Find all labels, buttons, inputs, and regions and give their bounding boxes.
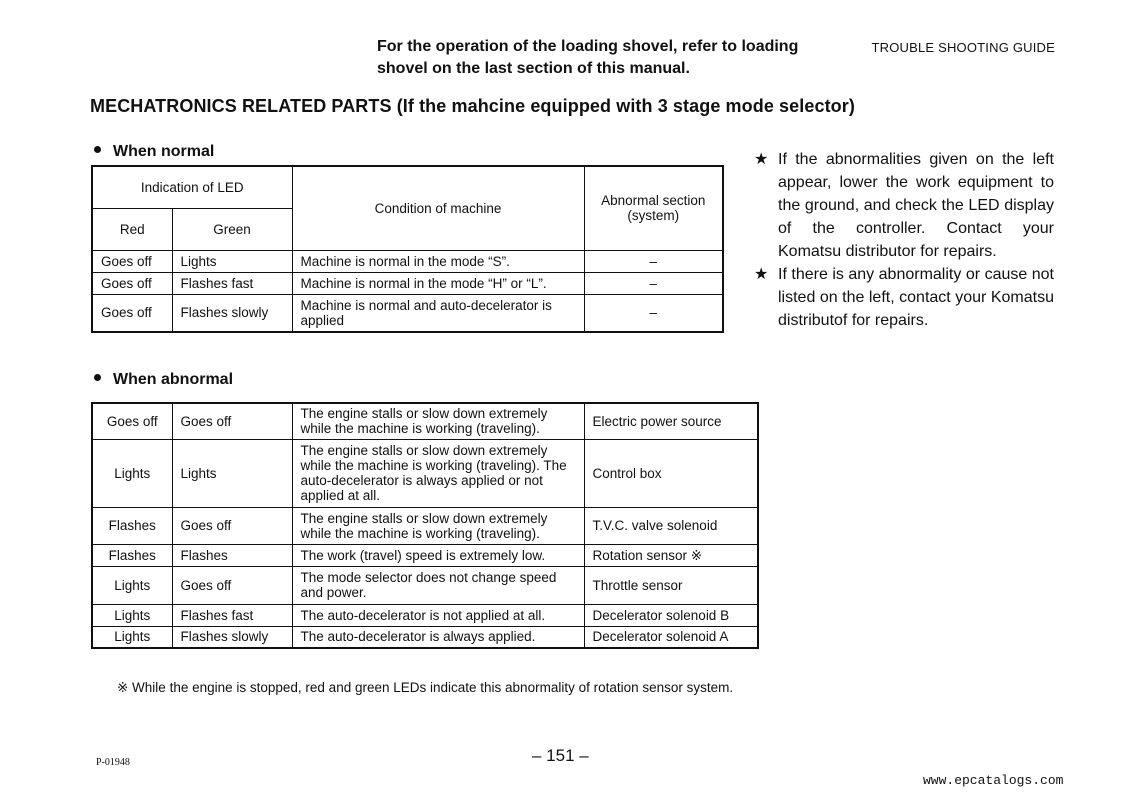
cell-condition: The auto-decelerator is always applied. bbox=[292, 626, 584, 648]
cell-condition: Machine is normal in the mode “S”. bbox=[292, 250, 584, 272]
cell-section: Electric power source bbox=[584, 403, 758, 439]
cell-red: Goes off bbox=[92, 250, 172, 272]
abnormal-table bbox=[91, 402, 759, 649]
cell-section: – bbox=[584, 272, 723, 294]
cell-green: Goes off bbox=[172, 403, 292, 439]
bullet-icon bbox=[94, 374, 101, 381]
cell-green: Flashes slowly bbox=[172, 294, 292, 332]
when-abnormal-heading bbox=[94, 371, 233, 389]
cell-condition: The auto-decelerator is not applied at all. bbox=[292, 604, 584, 626]
cell-green: Flashes slowly bbox=[172, 626, 292, 648]
cell-red: Flashes bbox=[92, 544, 172, 566]
cell-section: T.V.C. valve solenoid bbox=[584, 507, 758, 544]
cell-green: Lights bbox=[172, 439, 292, 507]
cell-green: Lights bbox=[172, 250, 292, 272]
cell-section: Decelerator solenoid B bbox=[584, 604, 758, 626]
header-abnormal-section: Abnormal section (system) bbox=[584, 166, 723, 250]
cell-green: Goes off bbox=[172, 566, 292, 604]
table-row bbox=[92, 544, 758, 566]
table-row bbox=[92, 294, 723, 332]
cell-condition: Machine is normal and auto-decelerator is applied bbox=[292, 294, 584, 332]
page-title: MECHATRONICS RELATED PARTS (If the mahcine equipped with 3 stage mode selector) bbox=[90, 96, 855, 116]
cell-section: Throttle sensor bbox=[584, 566, 758, 604]
cell-green: Flashes fast bbox=[172, 272, 292, 294]
when-normal-heading bbox=[94, 143, 214, 161]
cell-red: Lights bbox=[92, 604, 172, 626]
cell-red: Flashes bbox=[92, 507, 172, 544]
page-number: – 151 – bbox=[532, 746, 589, 765]
cell-section: Control box bbox=[584, 439, 758, 507]
document-code: P-01948 bbox=[96, 757, 130, 768]
right-notes bbox=[754, 148, 1054, 332]
cell-red: Lights bbox=[92, 566, 172, 604]
note-text: If the abnormalities given on the left appear, lower the work equipment to the ground, and check the LED display of the controller. Contact your Komatsu distributor for repairs. bbox=[778, 151, 1054, 260]
bullet-icon bbox=[94, 146, 101, 153]
header-red: Red bbox=[92, 208, 172, 250]
watermark-site: www.epcatalogs.com bbox=[923, 773, 1064, 788]
table-row bbox=[92, 272, 723, 294]
cell-red: Goes off bbox=[92, 294, 172, 332]
cell-green: Flashes bbox=[172, 544, 292, 566]
star-icon: ★ bbox=[754, 151, 769, 168]
cell-red: Lights bbox=[92, 439, 172, 507]
table-row bbox=[92, 626, 758, 648]
cell-condition: The engine stalls or slow down extremely while the machine is working (traveling). The auto-decelerator is always applied or not applied at all. bbox=[292, 439, 584, 507]
cell-section: – bbox=[584, 294, 723, 332]
cell-green: Flashes fast bbox=[172, 604, 292, 626]
when-normal-label: When normal bbox=[113, 143, 215, 160]
cell-condition: Machine is normal in the mode “H” or “L”. bbox=[292, 272, 584, 294]
cell-condition: The engine stalls or slow down extremely while the machine is working (traveling). bbox=[292, 507, 584, 544]
cell-red: Goes off bbox=[92, 403, 172, 439]
table-row bbox=[92, 403, 758, 439]
table-row bbox=[92, 604, 758, 626]
header-green: Green bbox=[172, 208, 292, 250]
note-text: If there is any abnormality or cause not listed on the left, contact your Komatsu distributof for repairs. bbox=[778, 266, 1054, 329]
cell-condition: The engine stalls or slow down extremely while the machine is working (traveling). bbox=[292, 403, 584, 439]
loading-shovel-note: For the operation of the loading shovel, refer to loading shovel on the last section of this manual. bbox=[377, 38, 799, 77]
table-row bbox=[92, 507, 758, 544]
cell-red: Goes off bbox=[92, 272, 172, 294]
header-condition: Condition of machine bbox=[292, 166, 584, 250]
cell-condition: The work (travel) speed is extremely low. bbox=[292, 544, 584, 566]
table-row bbox=[92, 250, 723, 272]
footnote: ※ While the engine is stopped, red and green LEDs indicate this abnormality of rotation sensor system. bbox=[117, 680, 734, 695]
table-row bbox=[92, 439, 758, 507]
note-item bbox=[754, 148, 1054, 263]
header-led-indication: Indication of LED bbox=[92, 166, 292, 208]
when-abnormal-label: When abnormal bbox=[113, 371, 234, 388]
cell-section: – bbox=[584, 250, 723, 272]
cell-section: Rotation sensor ※ bbox=[584, 544, 758, 566]
trouble-shooting-guide-label: TROUBLE SHOOTING GUIDE bbox=[871, 40, 1055, 55]
normal-table bbox=[91, 165, 724, 333]
cell-condition: The mode selector does not change speed and power. bbox=[292, 566, 584, 604]
cell-section: Decelerator solenoid A bbox=[584, 626, 758, 648]
cell-red: Lights bbox=[92, 626, 172, 648]
note-item bbox=[754, 263, 1054, 332]
star-icon: ★ bbox=[754, 266, 769, 283]
cell-green: Goes off bbox=[172, 507, 292, 544]
table-row bbox=[92, 566, 758, 604]
